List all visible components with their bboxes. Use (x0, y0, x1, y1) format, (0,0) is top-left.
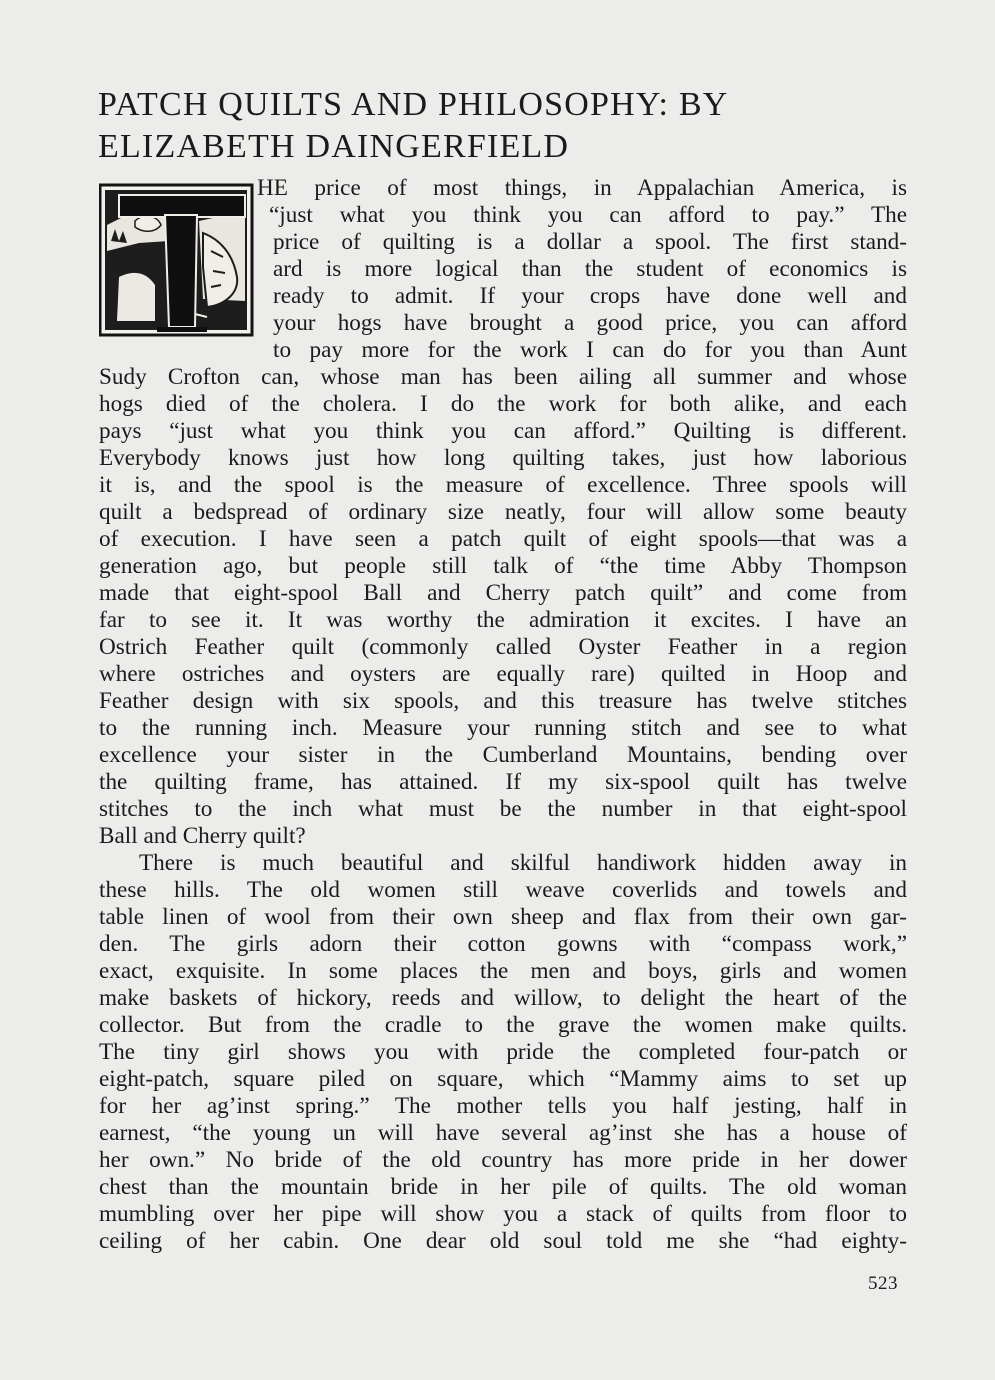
body-line: where ostriches and oysters are equally rare) quilted in Hoop and (99, 661, 907, 687)
body-line: ceiling of her cabin. One dear old soul told me she “had eighty- (99, 1228, 907, 1254)
svg-text:T: T (175, 226, 177, 228)
body-line: the quilting frame, has attained. If my six-spool quilt has twelve (99, 769, 907, 795)
article-title (98, 84, 918, 168)
body-line: collector. But from the cradle to the grave the women make quilts. (99, 1012, 907, 1038)
body-line: Ostrich Feather quilt (commonly called Oyster Feather in a region (99, 634, 907, 660)
body-line: Feather design with six spools, and this treasure has twelve stitches (99, 688, 907, 714)
body-line: “just what you think you can afford to pay.” The (269, 202, 907, 228)
body-line: stitches to the inch what must be the number in that eight-spool (99, 796, 907, 822)
body-line: pays “just what you think you can afford.” Quilting is different. (99, 418, 907, 444)
body-line: Everybody knows just how long quilting takes, just how laborious (99, 445, 907, 471)
body-line: earnest, “the young un will have several ag’inst she has a house of (99, 1120, 907, 1146)
body-line: far to see it. It was worthy the admiration it excites. I have an (99, 607, 907, 633)
body-line: Sudy Crofton can, whose man has been ailing all summer and whose (99, 364, 907, 390)
title-line-2: ELIZABETH DAINGERFIELD (98, 128, 570, 165)
body-line: price of quilting is a dollar a spool. The first stand- (273, 229, 907, 255)
body-line: The tiny girl shows you with pride the completed four-patch or (99, 1039, 907, 1065)
body-line: exact, exquisite. In some places the men and boys, girls and women (99, 958, 907, 984)
body-line: ready to admit. If your crops have done well and (273, 283, 907, 309)
body-line: made that eight-spool Ball and Cherry patch quilt” and come from (99, 580, 907, 606)
body-line: HE price of most things, in Appalachian America, is (257, 175, 907, 201)
body-line: of execution. I have seen a patch quilt of eight spools—that was a (99, 526, 907, 552)
body-line: to the running inch. Measure your running stitch and see to what (99, 715, 907, 741)
body-line: it is, and the spool is the measure of excellence. Three spools will (99, 472, 907, 498)
body-line: her own.” No bride of the old country has more pride in her dower (99, 1147, 907, 1173)
page-number: 523 (868, 1273, 898, 1294)
body-line: quilt a bedspread of ordinary size neatly, four will allow some beauty (99, 499, 907, 525)
body-line: generation ago, but people still talk of “the time Abby Thompson (99, 553, 907, 579)
body-line: to pay more for the work I can do for you than Aunt (273, 337, 907, 363)
title-line-1: PATCH QUILTS AND PHILOSOPHY: BY (98, 86, 729, 123)
body-line: for her ag’inst spring.” The mother tells you half jesting, half in (99, 1093, 907, 1119)
body-line: make baskets of hickory, reeds and willow, to delight the heart of the (99, 985, 907, 1011)
illustrated-drop-cap (99, 181, 254, 338)
body-line: There is much beautiful and skilful handiwork hidden away in (139, 850, 907, 876)
body-line: excellence your sister in the Cumberland Mountains, bending over (99, 742, 907, 768)
body-line: den. The girls adorn their cotton gowns with “compass work,” (99, 931, 907, 957)
body-line: eight-patch, square piled on square, which “Mammy aims to set up (99, 1066, 907, 1092)
body-line: mumbling over her pipe will show you a stack of quilts from floor to (99, 1201, 907, 1227)
body-line: table linen of wool from their own sheep and flax from their own gar- (99, 904, 907, 930)
body-line: ard is more logical than the student of economics is (273, 256, 907, 282)
body-line: these hills. The old women still weave coverlids and towels and (99, 877, 907, 903)
body-line: Ball and Cherry quilt? (99, 823, 306, 849)
body-line: hogs died of the cholera. I do the work for both alike, and each (99, 391, 907, 417)
body-line: chest than the mountain bride in her pile of quilts. The old woman (99, 1174, 907, 1200)
body-line: your hogs have brought a good price, you can afford (273, 310, 907, 336)
